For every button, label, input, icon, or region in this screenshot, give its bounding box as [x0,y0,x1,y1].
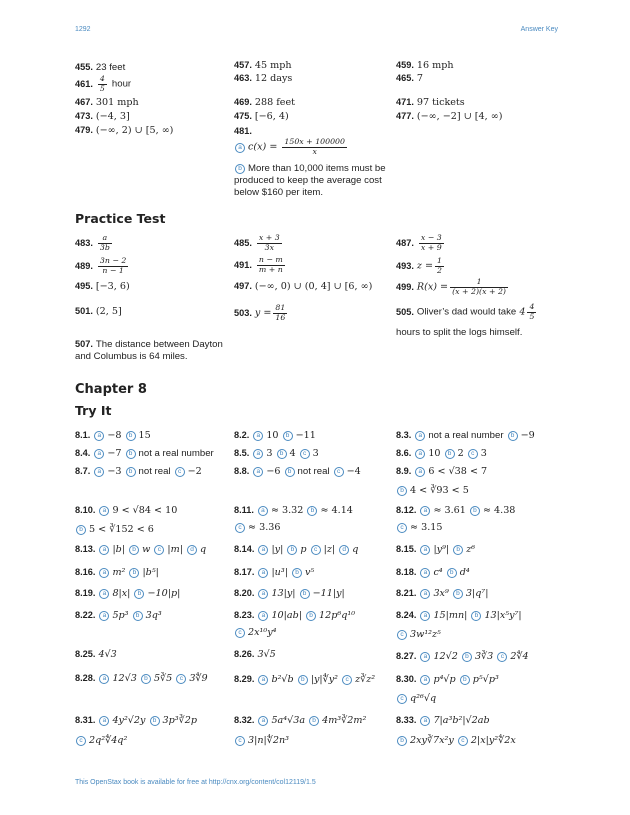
try-8-17: 8.17. a |u³| b v⁵ [234,567,315,578]
answer-505: 505. Oliver’s dad would take 4 $\frac{4}{5}$ [396,302,535,321]
answer-505-cont: hours to split the logs himself. [396,327,523,338]
try-8-32-ab: 8.32. a 5a⁴√3a b 4m³∛2m² [234,715,367,726]
answer-465: 465. 7 [396,73,423,84]
answer-467: 467. 301 mph [75,97,139,108]
try-8-23-c: c 2x¹⁰y⁴ [234,627,276,639]
answer-501: 501. (2, 5] [75,306,122,317]
try-8-9-b: b 4 < ∛93 < 5 [396,485,469,497]
part-a-marker: a [235,143,245,153]
answer-489: 489. $\frac{3n - 2}{n - 1}$ [75,256,127,275]
answer-485: 485. $\frac{x + 3}{3x}$ [234,233,280,252]
try-8-18: 8.18. a c⁴ b d⁴ [396,567,470,578]
answer-459: 459. 16 mph [396,60,454,71]
answer-481-b: b More than 10,000 items must be produced to keep the average cost below $160 per item. [234,163,386,198]
answer-499: 499. R(x) = $\frac{1}{(x + 2)(x + 2)}$ [396,277,506,296]
try-8-12-c: c ≈ 3.15 [396,522,442,534]
try-8-28: 8.28. a 12√3 b 5∛5 c 3∜9 [75,673,208,684]
try-8-1: 8.1. a −8 b 15 [75,430,151,441]
try-8-33-bc: b 2xy∛7x²y c 2|x|y²∜2x [396,735,516,747]
try-8-23-ab: 8.23. a 10|ab| b 12p⁶q¹⁰ [234,610,356,621]
try-8-9-a: 8.9. a 6 < √38 < 7 [396,466,488,477]
try-8-30-ab: 8.30. a p⁴√p b p⁵√p³ [396,674,499,685]
try-8-26: 8.26. 3√5 [234,649,276,660]
answer-495: 495. [−3, 6) [75,281,130,292]
try-8-8: 8.8. a −6 b not real c −4 [234,466,361,477]
try-8-3: 8.3. a not a real number b −9 [396,430,535,441]
try-8-21: 8.21. a 3x⁹ b 3|q⁷| [396,588,489,599]
try-8-16: 8.16. a m² b |b⁵| [75,567,159,578]
try-8-20: 8.20. a 13|y| b −11|y| [234,588,345,599]
answer-479: 479. (−∞, 2) ∪ [5, ∞) [75,125,174,136]
answer-469: 469. 288 feet [234,97,296,108]
try-8-31-c: c 2q²∜4q² [75,735,127,747]
try-8-7: 8.7. a −3 b not real c −2 [75,466,202,477]
answer-455: 455. 23 feet [75,62,126,73]
answer-483: 483. $\frac{a}{3b}$ [75,233,110,252]
answer-493: 493. z = $\frac{1}{2}$ [396,256,443,275]
try-8-19: 8.19. a 8|x| b −10|p| [75,588,181,599]
try-8-14: 8.14. a |y| b p c |z| d q [234,544,359,555]
answer-487: 487. $\frac{x - 3}{x + 9}$ [396,233,442,252]
try-8-10-b: b 5 < ∛152 < 6 [75,524,154,536]
try-8-25: 8.25. 4√3 [75,649,117,660]
try-8-6: 8.6. a 10 b 2 c 3 [396,448,487,459]
answer-503: 503. y = $\frac{81}{16}$ [234,303,286,322]
answer-471: 471. 97 tickets [396,97,465,108]
try-8-13: 8.13. a |b| b w c |m| d q [75,544,207,555]
try-8-11-ab: 8.11. a ≈ 3.32 b ≈ 4.14 [234,505,353,516]
answer-461: 461. $\frac{4}{5}$ hour [75,74,132,93]
try-8-10-a: 8.10. a 9 < √84 < 10 [75,505,178,516]
answer-475: 475. [−6, 4) [234,111,289,122]
answer-457: 457. 45 mph [234,60,292,71]
try-it-heading: Try It [75,403,112,418]
answer-491: 491. $\frac{n - m}{m + n}$ [234,255,283,274]
try-8-31-ab: 8.31. a 4y²√2y b 3p³∛2p [75,715,197,726]
try-8-15: 8.15. a |y⁹| b z⁶ [396,544,476,555]
try-8-12-ab: 8.12. a ≈ 3.61 b ≈ 4.38 [396,505,516,516]
try-8-2: 8.2. a 10 b −11 [234,430,316,441]
answer-477: 477. (−∞, −2] ∪ [4, ∞) [396,111,503,122]
try-8-29: 8.29. a b²√b b |y|∜y² c z∛z² [234,674,376,685]
try-8-4: 8.4. a −7 b not a real number [75,448,214,459]
part-b-marker: b [235,164,245,174]
try-8-24-ab: 8.24. a 15|mn| b 13|x⁵y⁷| [396,610,522,621]
answer-497: 497. (−∞, 0) ∪ (0, 4] ∪ [6, ∞) [234,281,373,292]
answer-463: 463. 12 days [234,73,293,84]
try-8-5: 8.5. a 3 b 4 c 3 [234,448,319,459]
try-8-11-c: c ≈ 3.36 [234,522,280,534]
answer-507: 507. The distance between Dayton and Columbus is 64 miles. [75,339,223,362]
answer-481: 481. [234,126,252,136]
footer-note: This OpenStax book is available for free at http://cnx.org/content/col12119/1.5 [75,779,316,786]
try-8-32-c: c 3|n|∜2n³ [234,735,289,747]
try-8-30-c: c q²⁶√q [396,693,436,705]
practice-test-heading: Practice Test [75,211,166,226]
try-8-22: 8.22. a 5p³ b 3q³ [75,610,162,621]
section-title: Answer Key [520,26,558,33]
try-8-24-c: c 3w¹²z⁵ [396,629,441,641]
try-8-33-a: 8.33. a 7|a³b²|√2ab [396,715,490,726]
chapter-heading: Chapter 8 [75,382,147,397]
try-8-27: 8.27. a 12√2 b 3∛3 c 2∜4 [396,651,529,662]
page-number: 1292 [75,26,91,33]
answer-481-a: a c(x) = $\frac{150x + 100000}{x}$ [234,138,349,156]
answer-473: 473. (−4, 3] [75,111,130,122]
